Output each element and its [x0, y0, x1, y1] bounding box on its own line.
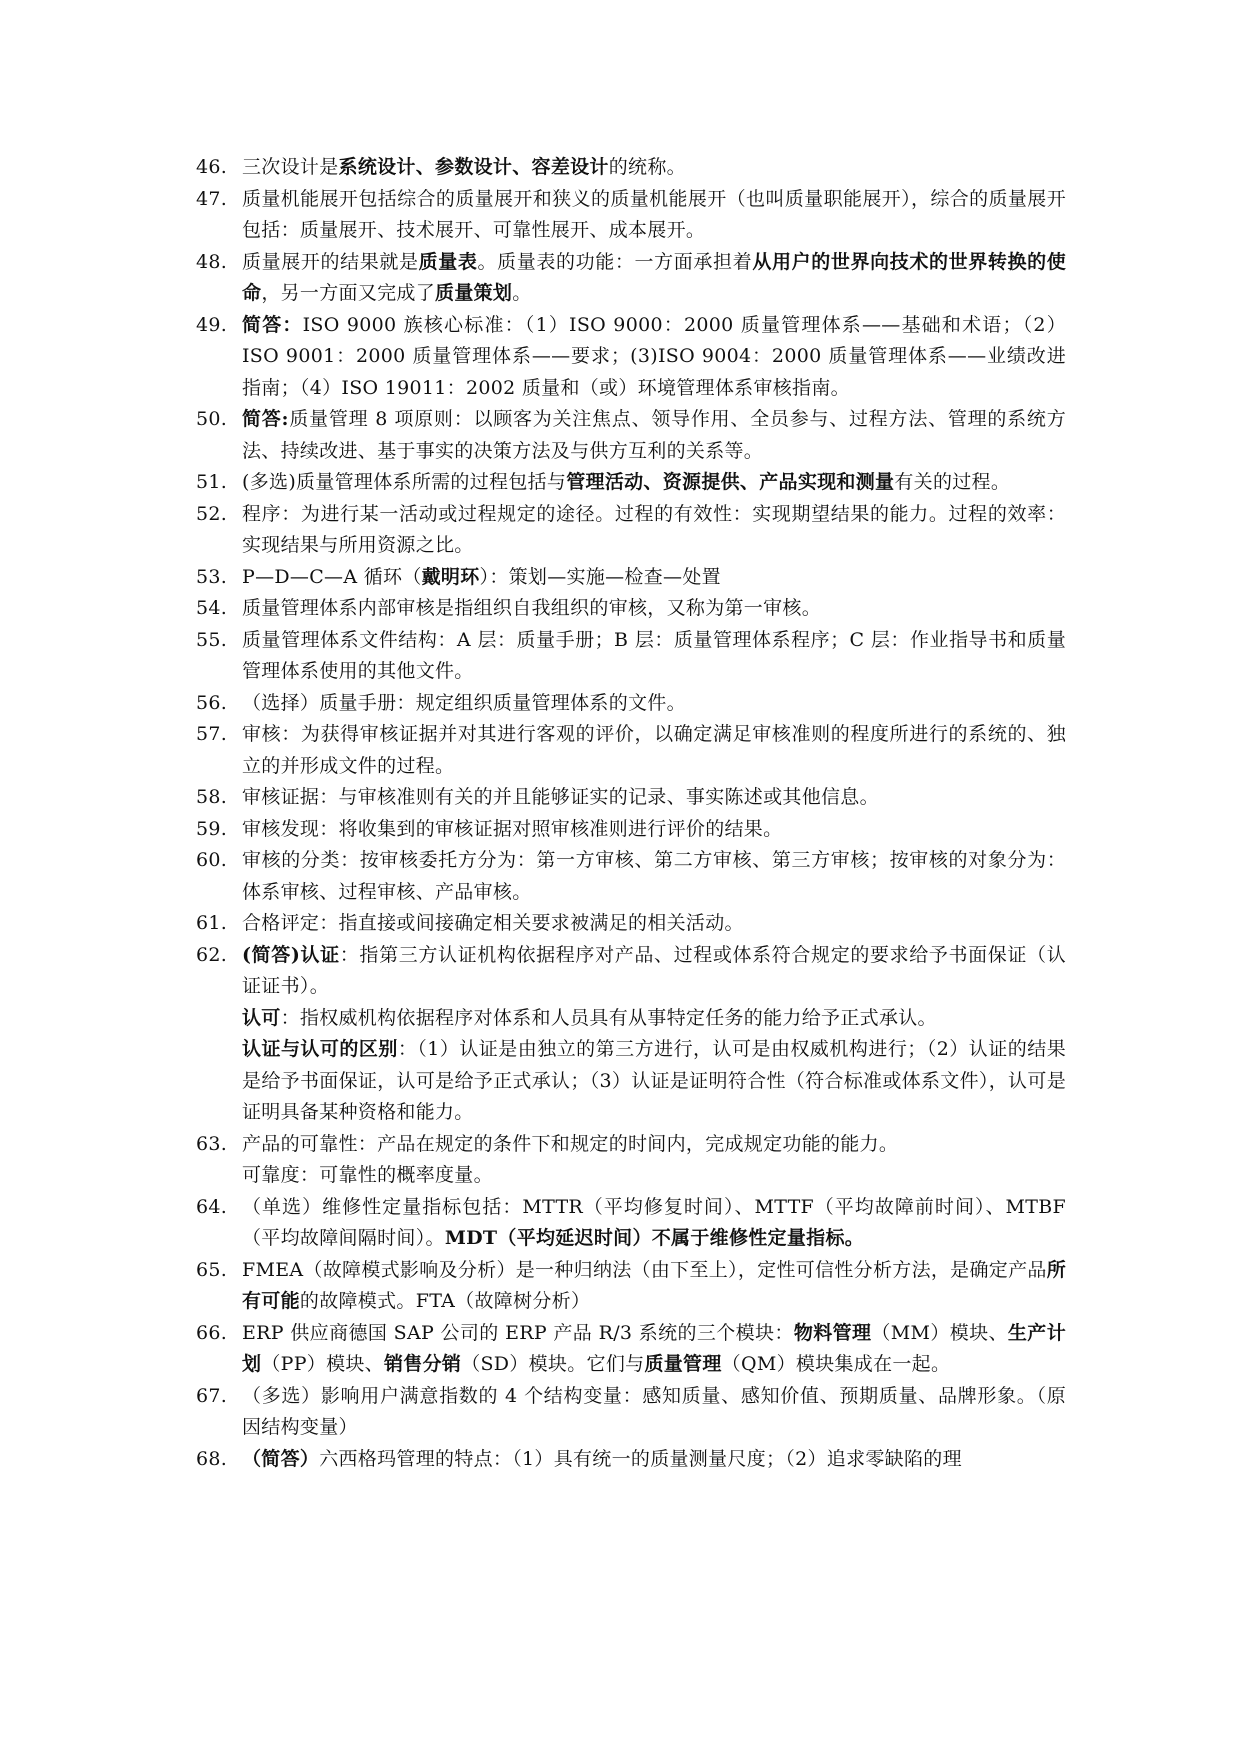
- text-run: ：指权威机构依据程序对体系和人员具有从事特定任务的能力给予正式承认。: [280, 1006, 937, 1029]
- emphasis-text: 认可: [242, 1006, 281, 1029]
- text-run: ）：策划—实施—检查—处置: [479, 565, 721, 588]
- text-run: （SD）模块。它们与: [461, 1353, 645, 1375]
- item-number: 53.: [196, 565, 228, 588]
- text-run: ：指第三方认证机构依据程序对产品、过程或体系符合规定的要求给予书面保证（认证证书）。: [242, 943, 1066, 997]
- item-text: [242, 944, 1066, 998]
- text-run: 质量机能展开包括综合的质量展开和狭义的质量机能展开（也叫质量职能展开），综合的质量展开包括：质量展开、技术展开、可靠性展开、成本展开。: [242, 187, 1066, 241]
- item-number: 58.: [196, 786, 228, 808]
- item-number: 62.: [196, 943, 228, 966]
- sub-paragraph: [242, 1034, 1066, 1129]
- list-item: [196, 845, 1066, 908]
- text-run: 质量管理体系文件结构：A 层：质量手册；B 层：质量管理体系程序；C 层：作业指导书和质量管理体系使用的其他文件。: [242, 628, 1066, 682]
- list-item: [196, 908, 1066, 940]
- list-item: [196, 814, 1066, 846]
- item-text: [242, 818, 782, 840]
- item-text: [242, 188, 1066, 242]
- list-item: [196, 1318, 1066, 1381]
- sub-paragraph: [242, 1003, 1066, 1035]
- text-run: 。质量表的功能：一方面承担着: [477, 250, 753, 273]
- emphasis-text: 物料管理: [793, 1321, 872, 1344]
- text-run: ERP 供应商德国 SAP 公司的 ERP 产品 R/3 系统的三个模块：: [242, 1321, 794, 1344]
- emphasis-text: MDT（平均延迟时间）不属于维修性定量指标。: [444, 1227, 865, 1249]
- text-run: 审核：为获得审核证据并对其进行客观的评价，以确定满足审核准则的程度所进行的系统的、独立的并形成文件的过程。: [242, 723, 1066, 777]
- emphasis-text: 认证与认可的区别: [242, 1038, 398, 1060]
- emphasis-text: 销售分销: [383, 1353, 462, 1375]
- item-text: [242, 156, 686, 178]
- list-item: [196, 247, 1066, 310]
- text-run: （选择）质量手册：规定组织质量管理体系的文件。: [242, 691, 686, 714]
- list-item: [196, 467, 1066, 499]
- text-run: ，另一方面又完成了: [261, 282, 436, 304]
- item-number: 47.: [196, 187, 228, 210]
- text-run: 。: [512, 282, 532, 304]
- text-run: （QM）模块集成在一起。: [721, 1353, 951, 1375]
- text-run: 审核证据：与审核准则有关的并且能够证实的记录、事实陈述或其他信息。: [242, 786, 879, 808]
- list-item: [196, 184, 1066, 247]
- text-run: 的统称。: [608, 156, 686, 178]
- emphasis-text: 所有可能: [242, 1258, 1066, 1312]
- text-run: 有关的过程。: [894, 471, 1011, 493]
- item-number: 65.: [196, 1258, 228, 1281]
- item-number: 64.: [196, 1195, 228, 1218]
- text-run: 质量管理 8 项原则：以顾客为关注焦点、领导作用、全员参与、过程方法、管理的系统方法、持续改进、基于事实的决策方法及与供方互利的关系等。: [242, 408, 1066, 462]
- emphasis-text: 质量表: [418, 250, 478, 273]
- text-run: P—D—C—A 循环（: [242, 565, 422, 588]
- item-text: [242, 503, 1066, 557]
- item-text: [242, 314, 1066, 399]
- item-text: [242, 251, 1066, 305]
- item-text: [242, 597, 821, 619]
- emphasis-text: 戴明环: [421, 565, 480, 588]
- emphasis-text: 质量管理: [644, 1353, 722, 1375]
- list-item: [196, 152, 1066, 184]
- text-run: 的故障模式。FTA（故障树分析）: [299, 1290, 591, 1312]
- item-number: 60.: [196, 849, 228, 871]
- text-run: (多选)质量管理体系所需的过程包括与: [242, 471, 567, 493]
- item-text: [242, 1196, 1066, 1250]
- emphasis-text: 从用户的世界向技术的世界转换的使命: [242, 250, 1067, 304]
- list-item: [196, 688, 1066, 720]
- text-run: 合格评定：指直接或间接确定相关要求被满足的相关活动。: [242, 912, 744, 934]
- item-number: 52.: [196, 502, 228, 525]
- item-number: 57.: [196, 723, 228, 745]
- item-text: [242, 723, 1066, 777]
- numbered-list: [196, 152, 1066, 1475]
- text-run: 程序：为进行某一活动或过程规定的途径。过程的有效性：实现期望结果的能力。过程的效率：实现结果与所用资源之比。: [242, 502, 1066, 556]
- list-item: [196, 940, 1066, 1129]
- text-run: （MM）模块、: [871, 1321, 1008, 1344]
- emphasis-text: 生产计划: [242, 1321, 1066, 1375]
- text-run: FMEA（故障模式影响及分析）是一种归纳法（由下至上），定性可信性分析方法，是确定产品: [242, 1258, 1047, 1281]
- item-number: 48.: [196, 250, 228, 273]
- text-run: 质量管理体系内部审核是指组织自我组织的审核，又称为第一审核。: [242, 597, 822, 619]
- text-run: ：（1）认证是由独立的第三方进行，认可是由权威机构进行；（2）认证的结果是给予书面保证，认可是给予正式承认；（3）认证是证明符合性（符合标准或体系文件），认可是证明具备某种资格和能力。: [242, 1038, 1067, 1123]
- list-item: [196, 1129, 1066, 1192]
- list-item: [196, 404, 1066, 467]
- text-run: 审核的分类：按审核委托方分为：第一方审核、第二方审核、第三方审核；按审核的对象分为：体系审核、过程审核、产品审核。: [242, 849, 1066, 903]
- item-number: 66.: [196, 1321, 228, 1344]
- emphasis-text: 管理活动、资源提供、产品实现和测量: [566, 471, 895, 493]
- list-item: [196, 499, 1066, 562]
- emphasis-text: （简答）: [242, 1447, 320, 1470]
- list-item: [196, 719, 1066, 782]
- emphasis-text: 简答:: [242, 408, 289, 430]
- text-run: 六西格玛管理的特点：（1）具有统一的质量测量尺度；（2）追求零缺陷的理: [319, 1447, 962, 1470]
- text-run: 产品的可靠性：产品在规定的条件下和规定的时间内，完成规定功能的能力。: [242, 1132, 899, 1155]
- text-run: 三次设计是: [242, 156, 339, 178]
- list-item: [196, 593, 1066, 625]
- item-text: [242, 786, 879, 808]
- item-number: 50.: [196, 408, 228, 430]
- list-item: [196, 782, 1066, 814]
- text-run: 审核发现：将收集到的审核证据对照审核准则进行评价的结果。: [242, 817, 783, 840]
- item-number: 54.: [196, 597, 228, 619]
- item-text: [242, 629, 1066, 683]
- text-run: 质量展开的结果就是: [242, 250, 419, 273]
- text-run: （多选）影响用户满意指数的 4 个结构变量：感知质量、感知价值、预期质量、品牌形象。（原因结构变量）: [242, 1384, 1066, 1438]
- item-text: [242, 408, 1066, 462]
- item-text: [242, 1259, 1066, 1313]
- item-number: 56.: [196, 691, 228, 714]
- list-item: [196, 625, 1066, 688]
- emphasis-text: 质量策划: [435, 282, 513, 304]
- emphasis-text: 简答：: [242, 313, 303, 336]
- item-number: 63.: [196, 1132, 228, 1155]
- emphasis-text: 系统设计、参数设计、容差设计: [338, 156, 609, 178]
- item-text: [242, 849, 1066, 903]
- item-number: 68.: [196, 1447, 228, 1470]
- text-run: （PP）模块、: [261, 1353, 384, 1375]
- item-number: 49.: [196, 313, 228, 336]
- item-text: [242, 1133, 898, 1155]
- item-text: [242, 471, 1010, 493]
- item-number: 51.: [196, 471, 228, 493]
- text-run: （单选）维修性定量指标包括：MTTR（平均修复时间）、MTTF（平均故障前时间）、MTBF（平均故障间隔时间）。: [242, 1195, 1066, 1249]
- item-text: [242, 1322, 1066, 1376]
- text-run: ISO 9000 族核心标准：（1）ISO 9000：2000 质量管理体系——基础和术语；（2）ISO 9001：2000 质量管理体系——要求；(3)ISO 9004：2000 质量管理体系——业绩改进指南；（4）ISO 19011：2002 质量和（或）环境管理体系审核指南。: [242, 313, 1066, 399]
- item-text: [242, 1385, 1066, 1439]
- item-text: [242, 912, 744, 934]
- list-item: [196, 1192, 1066, 1255]
- item-number: 67.: [196, 1384, 228, 1407]
- item-number: 61.: [196, 912, 228, 934]
- list-item: [196, 310, 1066, 405]
- item-number: 46.: [196, 156, 228, 178]
- item-text: [242, 692, 686, 714]
- list-item: [196, 1444, 1066, 1476]
- list-item: [196, 562, 1066, 594]
- text-run: 可靠度：可靠性的概率度量。: [242, 1164, 493, 1186]
- list-item: [196, 1381, 1066, 1444]
- item-number: 59.: [196, 817, 228, 840]
- item-number: 55.: [196, 628, 228, 651]
- list-item: [196, 1255, 1066, 1318]
- sub-paragraph: [242, 1160, 1066, 1192]
- item-text: [242, 566, 721, 588]
- item-text: [242, 1448, 962, 1470]
- emphasis-text: (简答)认证: [242, 943, 340, 966]
